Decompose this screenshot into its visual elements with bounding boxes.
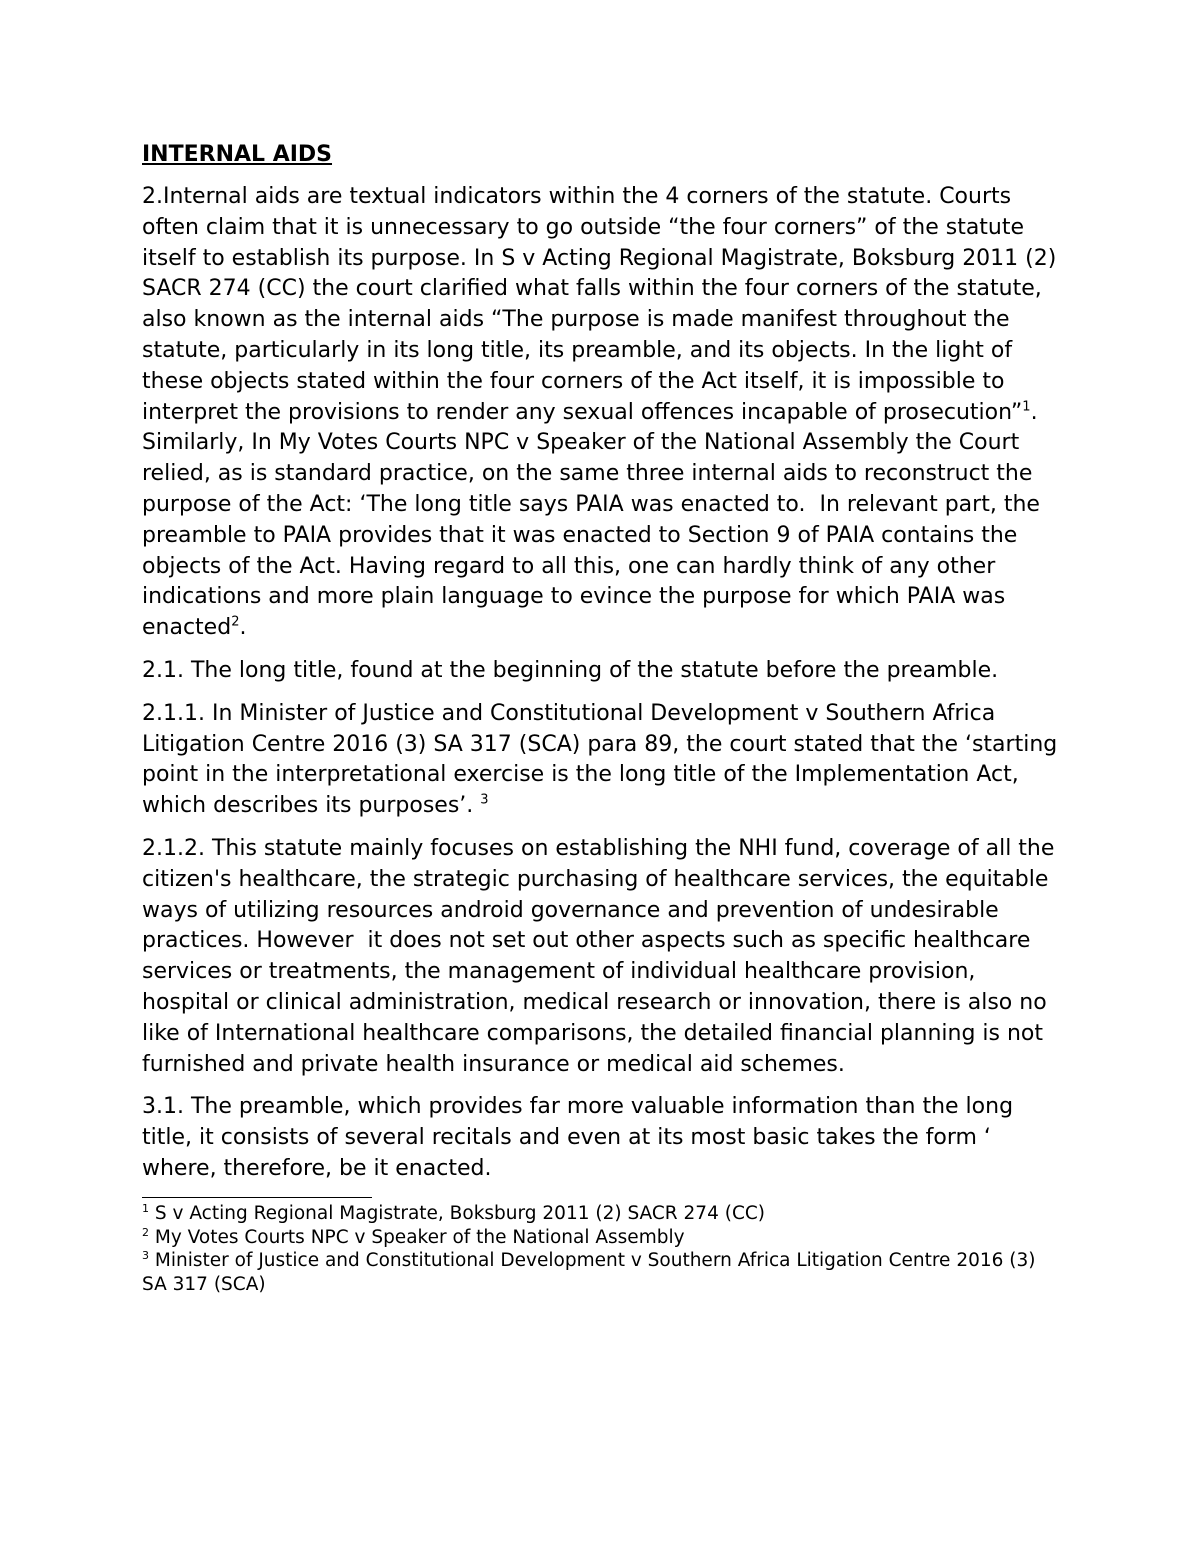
- footnote-reference-2[interactable]: 2: [231, 614, 240, 630]
- footnote-reference-3[interactable]: 3: [480, 792, 489, 808]
- document-page: [142, 138, 1065, 1297]
- footnote-text: Minister of Justice and Constitutional Development v Southern Africa Litigation Centre 2016 (3) SA 317 (SCA): [142, 1250, 1036, 1296]
- paragraph-text: 2.1.1. In Minister of Justice and Constitutional Development v Southern Africa Litigation Centre 2016 (3) SA 317 (SCA) para 89, the court stated that the ‘starting point in the interpretational exercise is the long title of the Implementation Act, which describes its purposes’.: [142, 700, 1065, 819]
- paragraph-text: .: [239, 615, 247, 641]
- footnote-separator: [142, 1197, 372, 1198]
- paragraph-statute-focus: [142, 834, 1062, 1080]
- footnote-text: My Votes Courts NPC v Speaker of the National Assembly: [149, 1226, 685, 1248]
- paragraph-text: 2.1.2. This statute mainly focuses on establishing the NHI fund, coverage of all the citizen's healthcare, the strategic purchasing of healthcare services, the equitable ways of utilizing resources android governance and prevention of undesirable practices. However it does not set out other aspects such as specific healthcare services or treatments, the management of individual healthcare provision, hospital or clinical administration, medical research or innovation, there is also no like of International healthcare comparisons, the detailed financial planning is not furnished and private health insurance or medical aid schemes.: [142, 835, 1062, 1077]
- footnote-reference-1[interactable]: 1: [1022, 399, 1031, 415]
- paragraph-preamble: [142, 1092, 1062, 1184]
- paragraph-text: . Similarly, In My Votes Courts NPC v Speaker of the National Assembly the Court relied, as is standard practice, on the same three internal aids to reconstruct the purpose of the Act: ‘The long title says PAIA was enacted to. In relevant part, the preamble to PAIA provides that it was enacted to Section 9 of PAIA contains the objects of the Act. Having regard to all this, one can hardly think of any other indications and more plain language to evince the purpose for which PAIA was enacted: [142, 399, 1047, 641]
- footnote-text: S v Acting Regional Magistrate, Boksburg 2011 (2) SACR 274 (CC): [149, 1202, 765, 1224]
- paragraph-minister-of-justice: [142, 699, 1065, 822]
- footnote-number: 1: [142, 1201, 149, 1215]
- paragraph-text: 2.1. The long title, found at the beginning of the statute before the preamble.: [142, 657, 999, 683]
- footnote-number: 3: [142, 1249, 149, 1263]
- paragraph-long-title: [142, 656, 1062, 687]
- paragraph-text: 2.Internal aids are textual indicators within the 4 corners of the statute. Courts often claim that it is unnecessary to go outside “the four corners” of the statute itself to establish its purpose. In S v Acting Regional Magistrate, Boksburg 2011 (2) SACR 274 (CC) the court clarified what falls within the four corners of the statute, also known as the internal aids “The purpose is made manifest throughout the statute, particularly in its long title, its preamble, and its objects. In the light of these objects stated within the four corners of the Act itself, it is impossible to interpret the provisions to render any sexual offences incapable of prosecution”: [142, 184, 1064, 425]
- paragraph-internal-aids: [142, 182, 1062, 644]
- document-heading: INTERNAL AIDS: [142, 142, 333, 167]
- footnote-number: 2: [142, 1225, 149, 1239]
- paragraph-text: 3.1. The preamble, which provides far more valuable information than the long title, it consists of several recitals and even at its most basic takes the form ‘ where, therefore, be it enacted.: [142, 1094, 1021, 1181]
- footnote-3: [142, 1249, 1062, 1297]
- footnote-2: [142, 1226, 1062, 1250]
- footnote-1: [142, 1202, 1062, 1226]
